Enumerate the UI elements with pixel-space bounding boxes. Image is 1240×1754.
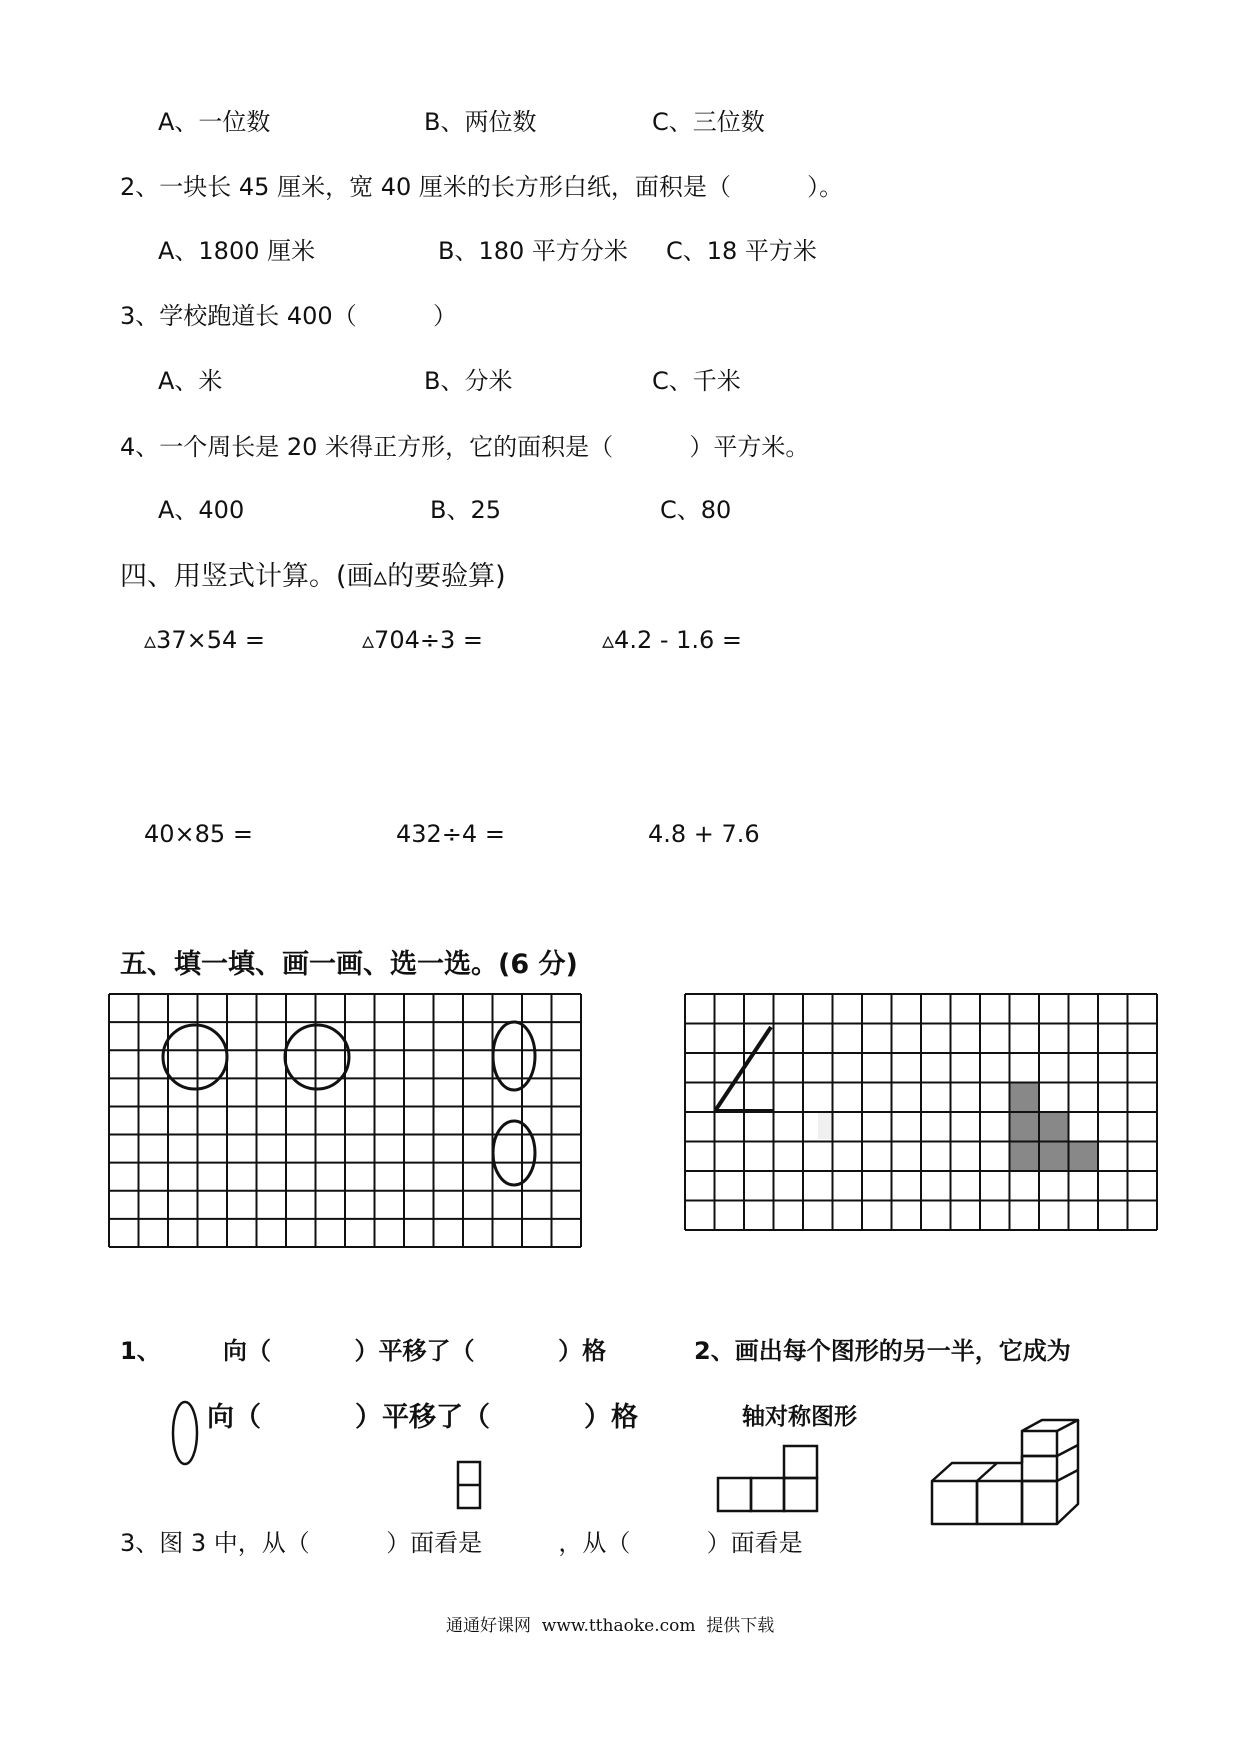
item1-number: 1、 — [120, 1337, 161, 1365]
q4-option-a: A、400 — [158, 496, 245, 524]
q3-option-a: A、米 — [158, 367, 223, 395]
front-view-shape — [716, 1444, 820, 1514]
q2-option-b: B、180 平方分米 — [438, 237, 628, 265]
q3-option-c: C、千米 — [652, 367, 741, 395]
section5-title: 五、填一填、画一画、选一选。(6 分) — [120, 949, 578, 980]
symmetry-grid — [684, 993, 1158, 1231]
calc-4: 40×85 = — [144, 820, 253, 848]
item2-line1: 2、画出每个图形的另一半，它成为 — [694, 1337, 1071, 1365]
cube-stack-3d — [930, 1420, 1080, 1526]
item2-line2: 轴对称图形 — [742, 1404, 857, 1430]
q1-option-b: B、两位数 — [424, 108, 537, 136]
q2-option-a: A、1800 厘米 — [158, 237, 316, 265]
shaded-cell — [1039, 1142, 1069, 1172]
q4-stem: 4、一个周长是 20 米得正方形，它的面积是（ ）平方米。 — [120, 433, 810, 461]
translation-grid — [108, 993, 582, 1248]
q1-option-c: C、三位数 — [652, 108, 765, 136]
circle-shape-1 — [163, 1025, 227, 1089]
q1-option-a: A、一位数 — [158, 108, 271, 136]
calc-3: ▵4.2 - 1.6 = — [602, 626, 743, 654]
oval-shape-1 — [493, 1022, 535, 1090]
q2-stem: 2、一块长 45 厘米，宽 40 厘米的长方形白纸，面积是（ ）。 — [120, 173, 844, 201]
oval-shape-2 — [493, 1121, 535, 1185]
q4-option-b: B、25 — [430, 496, 502, 524]
calc-1: ▵37×54 = — [144, 626, 265, 654]
shaded-cell — [1039, 1112, 1069, 1142]
item1-line2: 向（ ）平移了（ ）格 — [207, 1402, 638, 1433]
two-squares-icon — [456, 1460, 482, 1510]
section4-title: 四、用竖式计算。(画▵的要验算) — [120, 561, 506, 592]
calc-5: 432÷4 = — [396, 820, 505, 848]
shaded-cell — [1069, 1142, 1099, 1172]
oval-icon — [170, 1400, 200, 1466]
item1-line1: 向（ ）平移了（ ）格 — [223, 1337, 607, 1365]
q3-option-b: B、分米 — [424, 367, 513, 395]
shaded-cell — [1010, 1083, 1040, 1113]
calc-6: 4.8 + 7.6 — [648, 820, 760, 848]
q3-stem: 3、学校跑道长 400（ ） — [120, 302, 457, 330]
shaded-half-shape — [1010, 1083, 1099, 1172]
shaded-cell — [1010, 1142, 1040, 1172]
footer: 通通好课网 www.tthaoke.com 提供下载 — [446, 1616, 775, 1636]
circle-shape-2 — [285, 1025, 349, 1089]
q4-option-c: C、80 — [660, 496, 732, 524]
shaded-cell — [1010, 1112, 1040, 1142]
q2-option-c: C、18 平方米 — [666, 237, 817, 265]
calc-2: ▵704÷3 = — [362, 626, 483, 654]
item3: 3、图 3 中，从（ ）面看是 ，从（ ）面看是 — [120, 1529, 803, 1557]
